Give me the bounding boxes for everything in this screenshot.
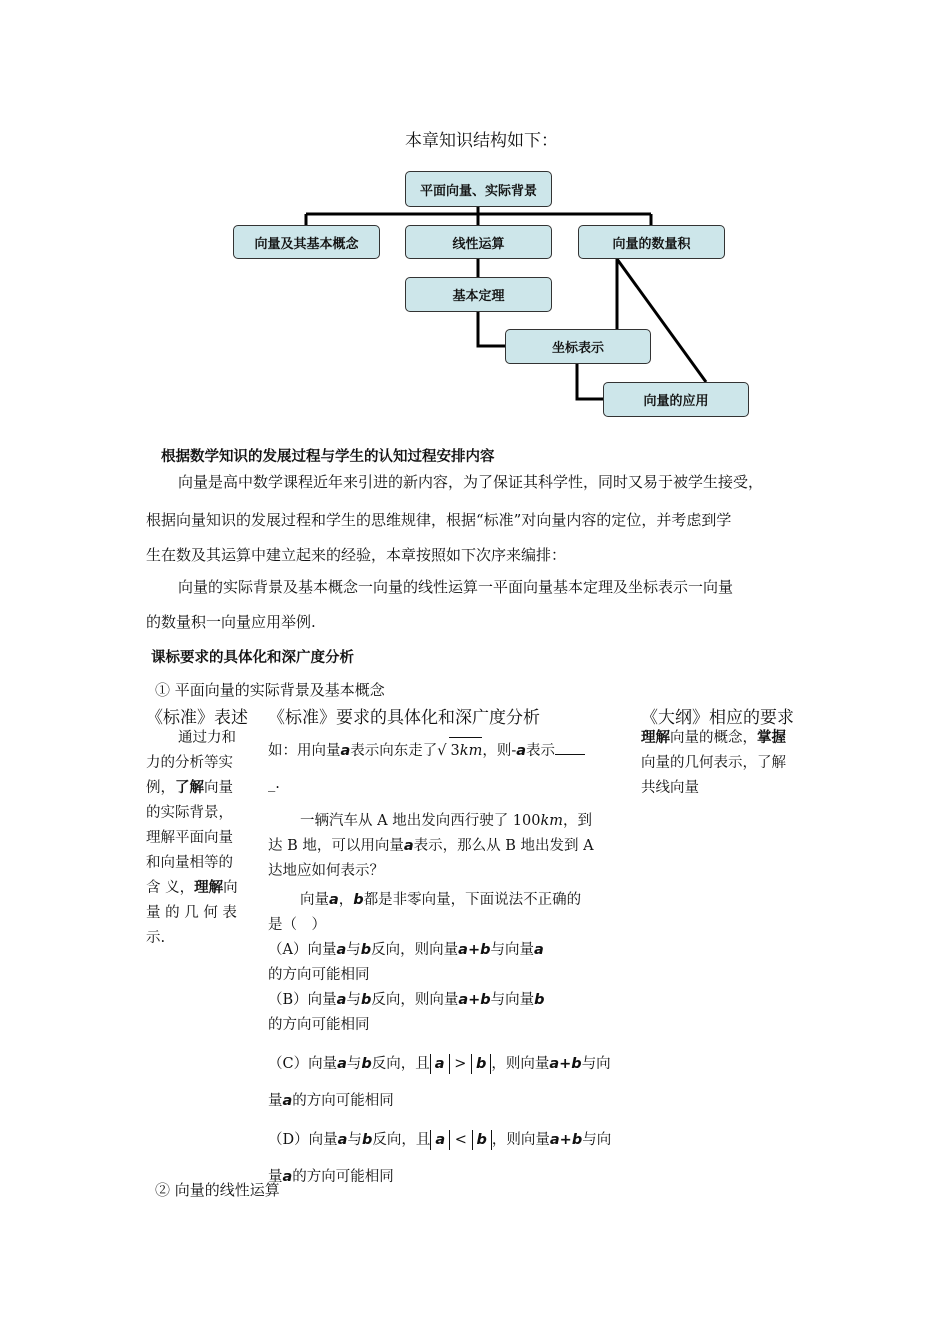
paragraph-1-line-1: 向量是高中数学课程近年来引进的新内容，为了保证其科学性，同时又易于被学生接受， (178, 473, 764, 491)
table-col-syllabus: 理解向量的概念，掌握 向量的几何表示，了解 共线向量 (641, 730, 786, 796)
option-d: （D）向量a与b反向，且 a < b ，则向量a+b与向 (268, 1132, 612, 1148)
table-col-standard: 通过力和 力的分析等实 例，了解向量 的实际背景， 理解平面向量 和向量相等的 含 义，理解向 量 的 几 何 表 示. (146, 730, 238, 946)
node-application: 向量的应用 (603, 382, 749, 417)
list-item-2: ② 向量的线性运算 (155, 1181, 280, 1199)
paragraph-1-line-2: 根据向量知识的发展过程和学生的思维规律，根据“标准”对向量内容的定位，并考虑到学 (146, 511, 732, 529)
table-head-syllabus: 《大纲》相应的要求 (641, 708, 794, 728)
connector-theorem-coord (478, 312, 505, 346)
example-2: 一辆汽车从 A 地出发向西行驶了 100km，到 达 B 地，可以用向量a表示，那么从 B 地出发到 A 达地应如何表示？ (268, 813, 594, 879)
table-head-standard: 《标准》表述 (146, 708, 248, 728)
option-b: （B）向量a与b反向，则向量a+b与向量b (268, 992, 545, 1008)
page-title: 本章知识结构如下： (405, 131, 558, 151)
node-concept: 向量及其基本概念 (233, 225, 380, 259)
node-coordinates: 坐标表示 (505, 329, 651, 364)
table-col-analysis: 如：用向量a表示向东走了√ 3km，则-a表示 _. 一辆汽车从 A 地出发向西行驶了 100km，到 达 B 地，可以用向量a表示，那么从 B 地出发到 A 达地应如何表示？ 向量a，b都是非零向量，下面说法不正确的 是（ ） （A）向量a与b反向，则向量a+b与向量a 的方向可能相同 （B）向量a与b反向，则向量a+b与向量b 的方向可能相同 （C）向量a与b反向，且 a > b ，则向量a+b与向 量a的方向可能相同 （D）向量a与b反向，且 a < b ，则向量a+b与向 量a的方向可能相同 (268, 737, 628, 1190)
paragraph-1-line-3: 生在数及其运算中建立起来的经验，本章按照如下次序来编排： (146, 546, 567, 564)
list-item-1: ① 平面向量的实际背景及基本概念 (155, 681, 385, 699)
option-a: （A）向量a与b反向，则向量a+b与向量a (268, 942, 544, 958)
section-title-1: 根据数学知识的发展过程与学生的认知过程安排内容 (161, 449, 495, 465)
paragraph-2-line-1: 向量的实际背景及基本概念一向量的线性运算一平面向量基本定理及坐标表示一向量 (178, 578, 734, 596)
option-c: （C）向量a与b反向，且 a > b ，则向量a+b与向 (268, 1056, 611, 1072)
paragraph-2-line-2: 的数量积一向量应用举例. (146, 613, 316, 631)
node-dot-product: 向量的数量积 (578, 225, 725, 259)
table-head-analysis: 《标准》要求的具体化和深广度分析 (268, 708, 540, 728)
example-1: 如：用向量a表示向东走了√ 3km，则-a表示 (268, 737, 628, 764)
node-theorem: 基本定理 (405, 277, 552, 312)
example-3: 向量a，b都是非零向量，下面说法不正确的 是（ ） （A）向量a与b反向，则向量a+b与向量a 的方向可能相同 （B）向量a与b反向，则向量a+b与向量b 的方向可能相同 （C）向量a与b反向，且 a > b ，则向量a+b与向 量a的方向可能相同 （D）向量a与b反向，且 a < b ，则向量a+b与向 量a的方向可能相同 (268, 888, 628, 1190)
section-title-2: 课标要求的具体化和深广度分析 (151, 650, 354, 666)
node-root: 平面向量、实际背景 (405, 171, 552, 207)
structure-diagram-lines (0, 0, 950, 430)
connector-coord-app (577, 364, 603, 399)
node-linear: 线性运算 (405, 225, 552, 259)
